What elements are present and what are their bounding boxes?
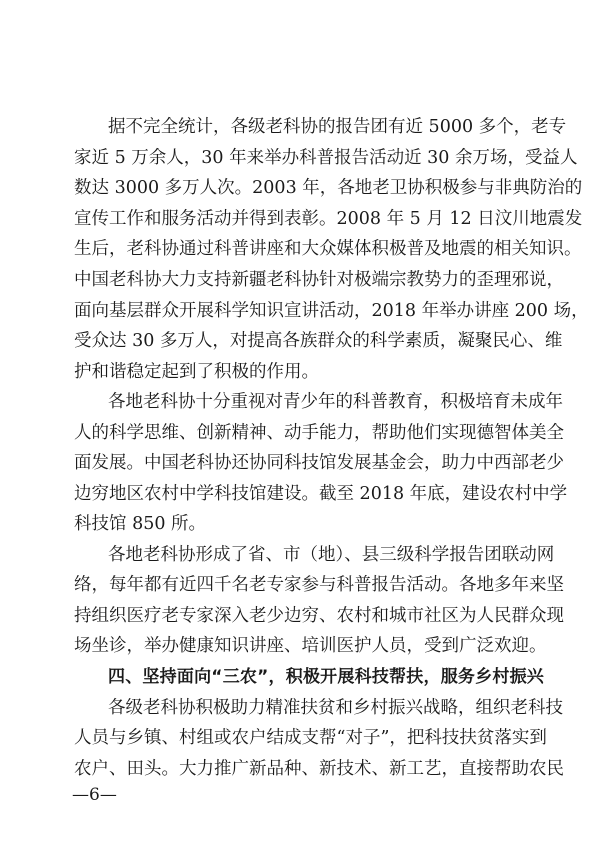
paragraph-line: 护和谐稳定起到了积极的作用。	[74, 362, 319, 382]
paragraph-line: 边穷地区农村中学科技馆建设。截至 2018 年底，建设农村中学	[74, 484, 568, 504]
paragraph-line: 面向基层群众开展科学知识宣讲活动，2018 年举办讲座 200 场，	[74, 301, 589, 321]
page-number: —6—	[72, 785, 117, 805]
paragraph-line: 农户、田头。大力推广新品种、新技术、新工艺，直接帮助农民	[74, 759, 564, 779]
paragraph-line: 受众达 30 多万人，对提高各族群众的科学素质，凝聚民心、维	[74, 331, 563, 351]
paragraph-line: 中国老科协大力支持新疆老科协针对极端宗教势力的歪理邪说，	[74, 270, 564, 290]
paragraph-line: 各地老科协十分重视对青少年的科普教育，积极培育未成年	[108, 392, 563, 412]
paragraph-line: 各地老科协形成了省、市（地）、县三级科学报告团联动网	[108, 545, 555, 565]
paragraph-line: 面发展。中国老科协还协同科技馆发展基金会，助力中西部老少	[74, 453, 564, 473]
paragraph-line: 家近 5 万余人，30 年来举办科普报告活动近 30 余万场，受益人	[74, 148, 578, 168]
paragraph-line: 络，每年都有近四千名老专家参与科普报告活动。各地多年来坚	[74, 575, 564, 595]
paragraph-line: 人员与乡镇、村组或农户结成支帮“对子”，把科技扶贫落实到	[74, 728, 547, 748]
paragraph-line: 据不完全统计，各级老科协的报告团有近 5000 多个，老专	[108, 117, 567, 137]
paragraph-line: 场坐诊，举办健康知识讲座、培训医护人员，受到广泛欢迎。	[74, 636, 547, 656]
paragraph-line: 人的科学思维、创新精神、动手能力，帮助他们实现德智体美全	[74, 423, 564, 443]
paragraph-line: 生后，老科协通过科普讲座和大众媒体积极普及地震的相关知识。	[74, 239, 582, 259]
paragraph-line: 宣传工作和服务活动并得到表彰。2008 年 5 月 12 日汶川地震发	[74, 209, 583, 229]
paragraph-line: 持组织医疗老专家深入老少边穷、农村和城市社区为人民群众现	[74, 606, 564, 626]
paragraph-line: 数达 3000 多万人次。2003 年，各地老卫协积极参与非典防治的	[74, 178, 583, 198]
paragraph-line: 各级老科协积极助力精准扶贫和乡村振兴战略，组织老科技	[108, 698, 563, 718]
section-heading: 四、坚持面向“三农”，积极开展科技帮扶，服务乡村振兴	[108, 667, 544, 687]
paragraph-line: 科技馆 850 所。	[74, 514, 207, 534]
